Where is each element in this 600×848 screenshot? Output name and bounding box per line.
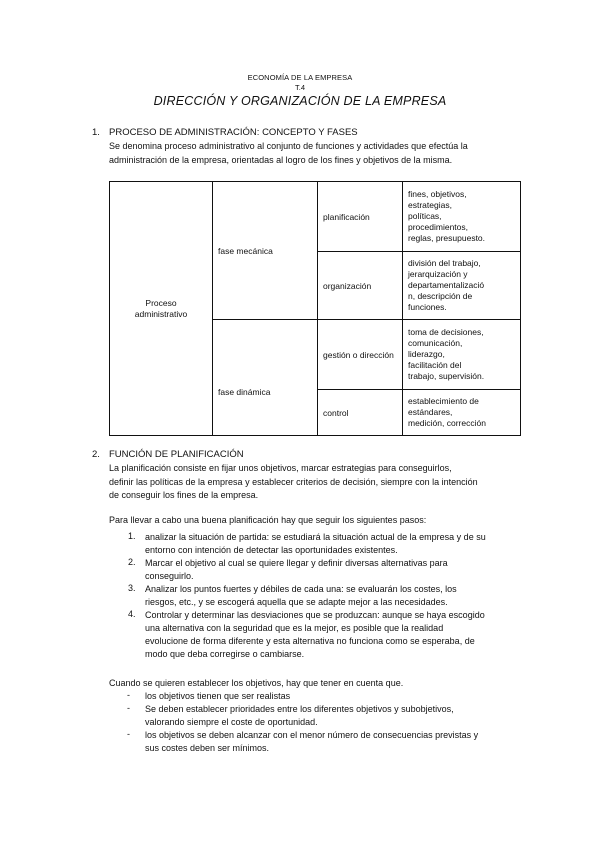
stage-desc-management xyxy=(403,320,521,390)
objective-item xyxy=(145,703,454,729)
section-2-intro-line: de conseguir los fines de la empresa. xyxy=(109,490,259,500)
step-line: analizar la situación de partida: se estudiará la situación actual de la empresa y de su xyxy=(145,532,486,542)
desc-line: liderazgo, xyxy=(408,349,445,359)
objective-line: valorando siempre el coste de oportunidad. xyxy=(145,717,318,727)
step-line: una alternativa con la seguridad que es la mejor, es posible que la realidad xyxy=(145,623,444,633)
step-line: evolucione de forma diferente y esta alternativa no funciona como se esperaba, de xyxy=(145,636,475,646)
desc-line: fines, objetivos, xyxy=(408,189,467,199)
objective-line: Se deben establecer prioridades entre los diferentes objetivos y subobjetivos, xyxy=(145,704,454,714)
step-line: riesgos, etc., y se escogerá aquella que se adapte mejor a las necesidades. xyxy=(145,597,448,607)
step-number: 1. xyxy=(128,531,136,541)
desc-line: estándares, xyxy=(408,407,453,417)
subject-heading: ECONOMÍA DE LA EMPRESA xyxy=(247,73,353,82)
desc-line: jerarquización y xyxy=(408,269,468,279)
stage-desc-organization xyxy=(403,252,521,320)
desc-line: facilitación del xyxy=(408,360,462,370)
process-cell xyxy=(110,182,213,436)
section-2-number: 2. xyxy=(92,449,100,460)
section-2-intro-line: definir las políticas de la empresa y establecer criterios de decisión, siempre con la intención xyxy=(109,476,478,487)
step-line: entorno con intención de detectar las oportunidades existentes. xyxy=(145,545,398,555)
desc-line: funciones. xyxy=(408,302,447,312)
step-text xyxy=(145,557,448,583)
desc-line: medición, corrección xyxy=(408,418,486,428)
desc-line: establecimiento de xyxy=(408,396,479,406)
section-1-intro-line: Se denomina proceso administrativo al conjunto de funciones y actividades que efectúa la xyxy=(109,141,468,151)
administrative-process-table xyxy=(109,181,521,436)
section-2-intro-line: La planificación consiste en fijar unos objetivos, marcar estrategias para conseguirlos, xyxy=(109,463,452,473)
unit-label: T.4 xyxy=(294,83,305,92)
desc-line: reglas, presupuesto. xyxy=(408,233,486,243)
bullet-dash: - xyxy=(127,729,130,739)
objective-line: sus costes deben ser mínimos. xyxy=(145,743,270,753)
stage-desc-control xyxy=(403,390,521,436)
stage-cell-management: gestión o dirección xyxy=(318,320,403,390)
step-line: Analizar los puntos fuertes y débiles de cada una: se evaluarán los costes, los xyxy=(145,584,457,594)
desc-line: departamentalizació xyxy=(408,280,485,290)
desc-line: procedimientos, xyxy=(408,222,469,232)
desc-line: trabajo, supervisión. xyxy=(408,371,485,381)
section-1-title: PROCESO DE ADMINISTRACIÓN: CONCEPTO Y FASES xyxy=(109,127,358,138)
section-1-intro xyxy=(109,140,468,167)
objective-line: los objetivos se deben alcanzar con el menor número de consecuencias previstas y xyxy=(145,730,479,740)
step-line: conseguirlo. xyxy=(145,571,194,581)
step-number: 4. xyxy=(128,609,136,619)
phase-cell-mechanical: fase mecánica xyxy=(213,182,318,320)
objectives-intro: Cuando se quieren establecer los objetivos, hay que tener en cuenta que. xyxy=(109,678,404,688)
process-label-line: administrativo xyxy=(134,308,188,319)
objective-item xyxy=(145,729,478,755)
bullet-dash: - xyxy=(127,703,130,713)
steps-intro: Para llevar a cabo una buena planificación hay que seguir los siguientes pasos: xyxy=(109,515,427,525)
stage-cell-control: control xyxy=(318,390,403,436)
step-text xyxy=(145,531,486,557)
step-line: Marcar el objetivo al cual se quiere llegar y definir diversas alternativas para xyxy=(145,558,448,568)
desc-line: toma de decisiones, xyxy=(408,327,484,337)
objective-line: los objetivos tienen que ser realistas xyxy=(145,691,291,701)
desc-line: estrategias, xyxy=(408,200,452,210)
desc-line: comunicación, xyxy=(408,338,463,348)
process-label-line: Proceso xyxy=(145,297,177,308)
desc-line: políticas, xyxy=(408,211,442,221)
section-2-intro xyxy=(109,462,478,503)
objective-item xyxy=(145,690,290,703)
section-1-intro-line: administración de la empresa, orientadas al logro de los fines y objetivos de la misma. xyxy=(109,154,453,165)
stage-desc-planning xyxy=(403,182,521,252)
desc-line: n, descripción de xyxy=(408,291,473,301)
step-line: modo que deba corregirse o cambiarse. xyxy=(145,649,305,659)
step-text xyxy=(145,609,485,661)
phase-cell-dynamic: fase dinámica xyxy=(213,320,318,436)
step-text xyxy=(145,583,457,609)
stage-cell-planning: planificación xyxy=(318,182,403,252)
step-number: 3. xyxy=(128,583,136,593)
section-2-title: FUNCIÓN DE PLANIFICACIÓN xyxy=(109,449,244,460)
stage-cell-organization: organización xyxy=(318,252,403,320)
bullet-dash: - xyxy=(127,690,130,700)
step-number: 2. xyxy=(128,557,136,567)
desc-line: división del trabajo, xyxy=(408,258,481,268)
section-1-number: 1. xyxy=(92,127,100,138)
page-title: DIRECCIÓN Y ORGANIZACIÓN DE LA EMPRESA xyxy=(153,94,447,108)
step-line: Controlar y determinar las desviaciones que se produzcan: aunque se haya escogido xyxy=(145,610,485,620)
